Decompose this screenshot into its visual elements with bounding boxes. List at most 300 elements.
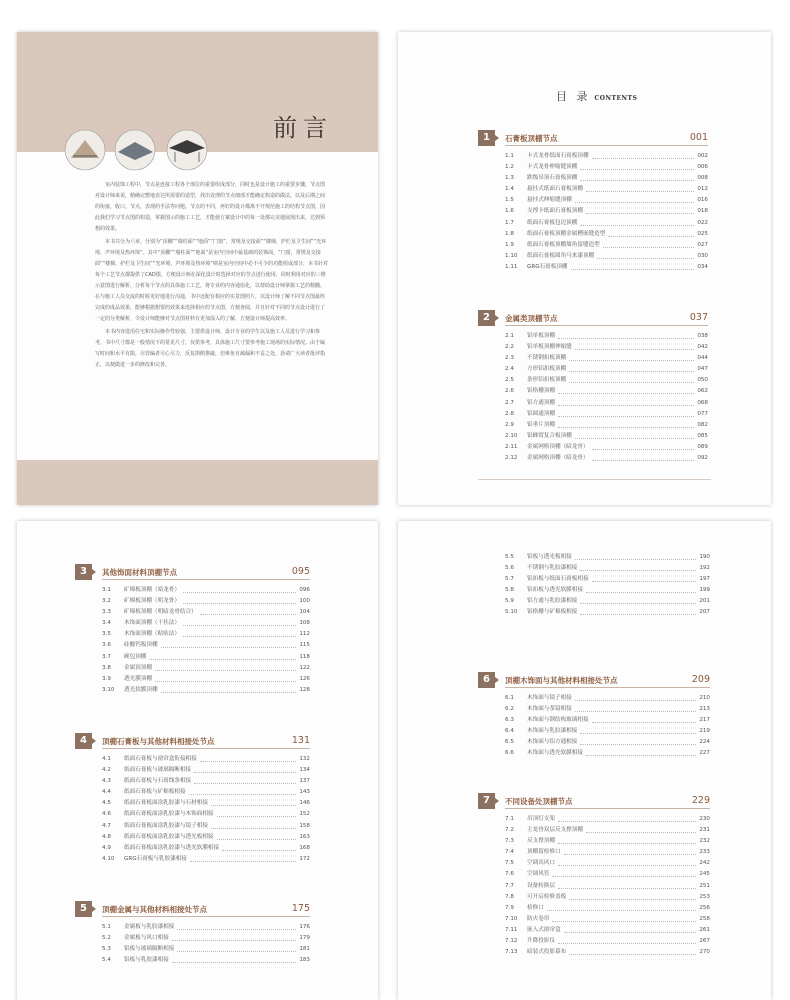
toc-entry[interactable] — [505, 704, 710, 715]
toc-page-1 — [398, 32, 771, 505]
toc-entry[interactable] — [505, 596, 710, 607]
entry-title: 铝格栅顶棚 — [527, 388, 555, 395]
entry-page: 018 — [697, 208, 708, 215]
toc-entry[interactable] — [505, 574, 710, 585]
dot-leader — [211, 828, 296, 829]
entry-page: 181 — [299, 946, 310, 953]
entry-page: 132 — [299, 756, 310, 762]
entry-number: 1.6 — [505, 208, 514, 215]
entry-page: 199 — [699, 587, 710, 594]
entry-title: 铝方通顶棚 — [527, 399, 555, 406]
section-header[interactable] — [478, 672, 710, 688]
toc-entry[interactable] — [505, 386, 708, 397]
entry-page: 128 — [299, 686, 310, 693]
preface-paragraph: 室内装饰工程中，节点是连接工程各个部位的重要组成部分，同时也是设计施工的重要步骤，节点图对设计师来说，精确完整地表达所需要的造型，找出处理的节点细部才能确定构造的做法，以及后期之间的衔接，收口，节点，表现的手法等问题。节点的不同，再好的设计都离不开规范施工的结构节点图，因此我们学习节点图的构造，掌握图示的施工工艺，才能使方案设计中的每一处都完美地展现出来，达到预想的效果。 — [95, 182, 326, 232]
entry-number: 7.7 — [505, 882, 514, 889]
entry-title: 纸面石膏板顶棚墙角留缝造型 — [527, 241, 600, 248]
dot-leader — [564, 854, 696, 855]
section-page: 001 — [689, 132, 708, 143]
entry-number: 7.3 — [505, 838, 514, 845]
toc-title — [556, 88, 637, 104]
toc-entry[interactable] — [505, 914, 710, 925]
entry-title: 木饰面与钢结构玻璃相接 — [527, 717, 589, 724]
entry-page: 197 — [699, 576, 710, 583]
dot-leader — [575, 711, 696, 712]
entry-page: 190 — [699, 554, 710, 560]
toc-entry[interactable] — [102, 754, 310, 765]
entry-page: 085 — [697, 432, 708, 439]
entry-title: 硬包顶棚 — [124, 653, 147, 660]
dot-leader — [608, 236, 694, 237]
dot-leader — [194, 772, 296, 773]
dot-leader — [569, 371, 694, 372]
entry-title: 纸面石膏板与玻璃隔断相接 — [124, 767, 192, 774]
toc-entry[interactable] — [505, 364, 708, 375]
section-header[interactable] — [75, 901, 310, 917]
toc-entry[interactable] — [102, 798, 310, 809]
entry-page: 100 — [299, 598, 310, 605]
toc-entry[interactable] — [505, 218, 708, 229]
entry-page: 179 — [299, 935, 310, 942]
section-header[interactable] — [75, 564, 310, 580]
entry-title: 纸面石膏板面涂乳胶漆与透光软膜相接 — [124, 844, 220, 851]
toc-entry[interactable] — [505, 173, 708, 184]
dot-leader — [558, 416, 694, 417]
dot-leader — [586, 592, 696, 593]
entry-list — [505, 552, 710, 619]
entry-page: 030 — [697, 252, 708, 259]
entry-page: 112 — [299, 631, 310, 638]
entry-list — [102, 922, 310, 966]
section-title: 其他饰面材料顶棚节点 — [102, 568, 177, 577]
toc-entry[interactable] — [505, 151, 708, 162]
section-title: 顶棚木饰面与其他材料相接处节点 — [505, 676, 618, 685]
entry-page: 253 — [699, 893, 710, 900]
entry-number: 2.11 — [505, 443, 518, 450]
entry-title: 可开启检修盖板 — [527, 893, 567, 900]
entry-number: 5.5 — [505, 554, 514, 560]
entry-page: 089 — [697, 443, 708, 450]
toc-entry[interactable] — [505, 195, 708, 206]
entry-number: 2.7 — [505, 399, 514, 406]
toc-entry[interactable] — [505, 563, 710, 574]
toc-entry[interactable] — [505, 229, 708, 240]
entry-page: 115 — [299, 642, 310, 649]
entry-list — [505, 693, 710, 760]
toc-entry[interactable] — [102, 809, 310, 820]
toc-entry[interactable] — [505, 442, 708, 453]
entry-page: 242 — [699, 860, 710, 867]
preface-page — [17, 32, 378, 505]
entry-number: 3.4 — [102, 620, 111, 627]
dot-leader — [569, 360, 694, 361]
toc-entry[interactable] — [505, 925, 710, 936]
entry-title: 矿棉板顶棚（暗龙骨） — [124, 587, 180, 593]
toc-title-cn: 目 录 — [556, 90, 591, 103]
entry-number: 6.1 — [505, 695, 514, 701]
toc-entry[interactable] — [102, 674, 310, 685]
section-number: 6 — [478, 672, 495, 688]
entry-number: 7.4 — [505, 849, 514, 856]
entry-number: 1.9 — [505, 241, 514, 248]
entry-title: 木饰面顶棚（粘贴法） — [124, 631, 180, 638]
entry-number: 7.13 — [505, 949, 518, 956]
entry-page: 232 — [699, 838, 710, 845]
entry-number: 1.8 — [505, 230, 514, 237]
entry-page: 168 — [299, 844, 310, 851]
toc-entry[interactable] — [505, 453, 708, 464]
toc-entry[interactable] — [102, 832, 310, 843]
dot-leader — [552, 921, 696, 922]
toc-entry[interactable] — [102, 776, 310, 787]
section-page: 229 — [691, 795, 710, 806]
entry-title: 透光膜顶棚 — [124, 675, 152, 682]
dot-leader — [183, 603, 296, 604]
entry-page: 230 — [699, 816, 710, 822]
section-title: 不同设备处顶棚节点 — [505, 797, 573, 806]
toc-entry[interactable] — [102, 607, 310, 618]
toc-entry[interactable] — [505, 947, 710, 958]
entry-title: 金属顶顶棚 — [124, 664, 152, 671]
entry-title: 纸面石膏板面涂乳胶漆与透光板相接 — [124, 833, 214, 840]
toc-entry[interactable] — [505, 814, 710, 825]
section-title: 顶棚石膏板与其他材料相接处节点 — [102, 737, 215, 746]
toc-entry[interactable] — [505, 162, 708, 173]
entry-number: 1.10 — [505, 252, 518, 259]
section-page: 175 — [291, 903, 310, 914]
section-header[interactable] — [478, 130, 708, 146]
toc-entry[interactable] — [102, 618, 310, 629]
dot-leader — [575, 700, 696, 701]
section-page: 209 — [691, 674, 710, 685]
section-header[interactable] — [478, 793, 710, 809]
entry-number: 6.4 — [505, 728, 514, 735]
toc-entry[interactable] — [505, 375, 708, 386]
entry-page: 258 — [699, 915, 710, 922]
dot-leader — [161, 692, 296, 693]
entry-number: 1.11 — [505, 263, 518, 270]
dot-leader — [597, 258, 694, 259]
section-number: 7 — [478, 793, 495, 809]
entry-page: 068 — [697, 399, 708, 406]
dot-leader — [575, 559, 696, 560]
toc-entry[interactable] — [505, 936, 710, 947]
entry-number: 2.9 — [505, 421, 514, 428]
section-rule — [102, 579, 310, 580]
dot-leader — [586, 191, 694, 192]
toc-entry[interactable] — [505, 881, 710, 892]
entry-title: 铝单板顶棚 — [527, 333, 555, 339]
entry-page: 134 — [299, 767, 310, 774]
dot-leader — [558, 405, 694, 406]
toc-entry[interactable] — [505, 420, 708, 431]
entry-number: 5.8 — [505, 587, 514, 594]
entry-title: 矿棉板顶棚（明龙骨） — [124, 598, 180, 605]
dot-leader — [575, 202, 694, 203]
dot-leader — [564, 932, 696, 933]
toc-section — [75, 901, 310, 966]
entry-number: 1.3 — [505, 175, 514, 182]
toc-entry[interactable] — [505, 748, 710, 759]
toc-entry[interactable] — [505, 607, 710, 618]
entry-list — [102, 754, 310, 865]
entry-number: 4.7 — [102, 822, 111, 829]
dot-leader — [558, 888, 696, 889]
entry-title: 纸面石膏板圆角马来漆顶棚 — [527, 252, 595, 259]
section-page: 131 — [291, 735, 310, 746]
entry-page: 044 — [697, 355, 708, 362]
entry-number: 2.1 — [505, 333, 514, 339]
toc-entry[interactable] — [102, 843, 310, 854]
toc-section — [478, 672, 710, 760]
entry-page: 108 — [299, 620, 310, 627]
entry-page: 082 — [697, 421, 708, 428]
toc-page-2 — [17, 521, 378, 1000]
toc-entry[interactable] — [102, 933, 310, 944]
section-header[interactable] — [478, 310, 708, 326]
toc-entry[interactable] — [505, 552, 710, 563]
toc-entry[interactable] — [505, 903, 710, 914]
entry-title: 铝蜂窝复合板顶棚 — [527, 432, 572, 439]
dot-leader — [592, 460, 694, 461]
entry-number: 7.6 — [505, 871, 514, 878]
entry-page: 042 — [697, 344, 708, 351]
toc-entry[interactable] — [102, 765, 310, 776]
entry-title: 矿棉板顶棚（明暗龙骨结合） — [124, 609, 197, 616]
dot-leader — [592, 449, 694, 450]
entry-page: 126 — [299, 675, 310, 682]
entry-number: 5.9 — [505, 598, 514, 605]
arrow-icon — [92, 569, 96, 575]
entry-number: 3.10 — [102, 686, 115, 693]
entry-title: 金属板与风口相接 — [124, 935, 169, 942]
toc-entry[interactable] — [505, 353, 708, 364]
dot-leader — [183, 625, 296, 626]
toc-entry[interactable] — [505, 836, 710, 847]
entry-page: 261 — [699, 926, 710, 933]
toc-entry[interactable] — [505, 206, 708, 217]
toc-entry[interactable] — [505, 858, 710, 869]
section-rule — [505, 808, 710, 809]
toc-entry[interactable] — [102, 944, 310, 955]
toc-section — [478, 310, 708, 464]
toc-entry[interactable] — [505, 585, 710, 596]
entry-title: 升降投影仪 — [527, 938, 555, 945]
entry-page: 233 — [699, 849, 710, 856]
entry-title: 木饰面与茶镜相接 — [527, 706, 572, 713]
dot-leader — [217, 816, 296, 817]
toc-entry[interactable] — [505, 726, 710, 737]
toc-entry[interactable] — [505, 825, 710, 836]
entry-number: 3.1 — [102, 587, 111, 593]
entry-number: 1.2 — [505, 164, 514, 171]
entry-title: 金属网格顶棚（暗龙骨） — [527, 443, 589, 450]
entry-page: 224 — [699, 739, 710, 746]
entry-number: 7.11 — [505, 926, 518, 933]
dot-leader — [580, 744, 696, 745]
dot-leader — [177, 951, 296, 952]
dot-leader — [569, 382, 694, 383]
toc-entry[interactable] — [102, 663, 310, 674]
toc-entry[interactable] — [505, 715, 710, 726]
dot-leader — [547, 910, 696, 911]
entry-title: 木饰面与乳胶漆相接 — [527, 728, 578, 735]
toc-entry[interactable] — [505, 262, 708, 273]
toc-title-en: CONTENTS — [594, 95, 638, 102]
entry-number: 6.6 — [505, 750, 514, 757]
entry-title: 方形铝扣板顶棚 — [527, 366, 567, 373]
dot-leader — [558, 943, 696, 944]
entry-number: 2.12 — [505, 455, 518, 462]
dot-leader — [217, 839, 296, 840]
toc-entry[interactable] — [102, 821, 310, 832]
entry-title: 铝方通与乳胶漆相接 — [527, 598, 578, 605]
entry-number: 1.1 — [505, 153, 514, 159]
entry-number: 7.2 — [505, 827, 514, 834]
entry-number: 7.5 — [505, 860, 514, 867]
arrow-icon — [495, 798, 499, 804]
toc-entry[interactable] — [505, 869, 710, 880]
entry-list — [102, 585, 310, 696]
toc-entry[interactable] — [102, 652, 310, 663]
entry-number: 7.8 — [505, 893, 514, 900]
section-page: 095 — [291, 566, 310, 577]
dot-leader — [586, 213, 694, 214]
dot-leader — [558, 393, 694, 394]
entry-page: 227 — [699, 750, 710, 757]
dot-leader — [183, 636, 296, 637]
entry-page: 002 — [697, 153, 708, 159]
section-header[interactable] — [75, 733, 310, 749]
entry-number: 3.2 — [102, 598, 111, 605]
entry-title: 嵌入式窗帘盒 — [527, 926, 561, 933]
toc-entry[interactable] — [102, 955, 310, 966]
toc-entry[interactable] — [505, 431, 708, 442]
entry-number: 5.6 — [505, 565, 514, 572]
entry-number: 5.1 — [102, 924, 111, 930]
entry-number: 5.4 — [102, 957, 111, 964]
entry-number: 6.3 — [505, 717, 514, 724]
entry-title: 纸面石膏板与石膏线条相接 — [124, 778, 192, 785]
toc-entry[interactable] — [505, 892, 710, 903]
toc-entry[interactable] — [505, 342, 708, 353]
toc-entry[interactable] — [505, 240, 708, 251]
entry-page: 201 — [699, 598, 710, 605]
dot-leader — [580, 603, 696, 604]
section-rule — [505, 145, 708, 146]
toc-entry[interactable] — [505, 737, 710, 748]
toc-entry[interactable] — [505, 398, 708, 409]
entry-number: 5.10 — [505, 609, 518, 616]
dot-leader — [172, 962, 296, 963]
entry-title: 设备转换层 — [527, 882, 555, 889]
toc-entry[interactable] — [102, 585, 310, 596]
preface-paragraph: 本书共分为六章，分别为“顶棚”“墙柱面”“地面”“门窗”，常规及交接面”“楼梯，护栏及卫生间”“光环境，声环境及热环境”。其中“顶棚”“墙柱面”“地面”是室内空间中最基础的装饰面，“门窗，常规及交接面”“楼梯，护栏及卫生间”“光环境，声环境及热环境”则是室内空间中必不可少的功能组成部分，本书针对每个工艺节点都提供了CAD图，方便设计师在深化设计时选择对应的节点进行使用，同时利用对应的三维示意图进行解析，分析每个节点的具体施工工艺，将专业的内容通俗化，以帮助设计师掌握工艺的精髓。在与施工人员交流的时候更好地进行沟通，书中还配有相应的实景图照片，以设计师了解不同节点图最终完成的成品效果，能够根据想要的效果来选择相应的节点图，方便查阅，并且针对不同的节点设计进行了一定的分类解析，令设计师能够对节点图材料有更加深入的了解，方便设计师提高效率。 — [95, 239, 328, 322]
dot-leader — [558, 338, 694, 339]
entry-number: 7.9 — [505, 904, 514, 911]
dot-leader — [211, 805, 296, 806]
entry-number: 1.5 — [505, 197, 514, 204]
entry-title: GRG石膏板与乳胶漆相接 — [124, 855, 187, 862]
entry-number: 6.2 — [505, 706, 514, 713]
toc-entry[interactable] — [505, 847, 710, 858]
section-number: 3 — [75, 564, 92, 580]
dot-leader — [580, 570, 696, 571]
section-rule — [505, 687, 710, 688]
toc-entry[interactable] — [505, 331, 708, 342]
section-number: 5 — [75, 901, 92, 917]
entry-page: 025 — [697, 230, 708, 237]
entry-page: 176 — [299, 924, 310, 930]
toc-entry[interactable] — [505, 409, 708, 420]
entry-title: 金属板与乳胶漆相接 — [124, 924, 175, 930]
toc-entry[interactable] — [102, 685, 310, 696]
entry-page: 146 — [299, 800, 310, 807]
dot-leader — [580, 614, 696, 615]
toc-entry[interactable] — [102, 922, 310, 933]
entry-title: 铝圆通顶棚 — [527, 410, 555, 417]
section-rule — [505, 325, 708, 326]
dot-leader — [177, 929, 296, 930]
entry-page: 122 — [299, 664, 310, 671]
entry-page: 022 — [697, 219, 708, 226]
toc-entry[interactable] — [102, 629, 310, 640]
entry-number: 3.7 — [102, 653, 111, 660]
toc-entry[interactable] — [102, 787, 310, 798]
entry-title: 木饰面与镜子相接 — [527, 695, 572, 701]
dot-leader — [586, 755, 696, 756]
entry-number: 2.4 — [505, 366, 514, 373]
dot-leader — [603, 247, 694, 248]
toc-section — [478, 793, 710, 958]
entry-page: 006 — [697, 164, 708, 171]
entry-number: 1.4 — [505, 186, 514, 193]
entry-page: 213 — [699, 706, 710, 713]
preface-paragraph: 本书内容选用住宅和实际操作性较强，主要供设计师、设计专业的学生以及施工人员进行学习和参考，书中尺寸都是一般情况下的常见尺寸，仅供参考，具体施工尺寸要参考施工现场的实际情况。由于编写时间和水平有限，尽管编者尽心尽力，反复斟酌推敲，但难免有疏漏和不妥之处，恳请广大读者批评指正，以便做进一步的修改和完善。 — [95, 329, 326, 368]
entry-number: 4.1 — [102, 756, 111, 762]
toc-entry[interactable] — [102, 640, 310, 651]
toc-entry[interactable] — [102, 854, 310, 865]
dot-leader — [190, 861, 296, 862]
preface-footer-band — [17, 460, 378, 505]
toc-entry[interactable] — [102, 596, 310, 607]
section-title: 石膏板顶棚节点 — [505, 134, 558, 143]
dot-leader — [558, 427, 694, 428]
entry-title: 空调风管 — [527, 871, 550, 878]
entry-page: 245 — [699, 871, 710, 878]
entry-title: 木饰面顶棚（干挂法） — [124, 620, 180, 627]
entry-title: 条形铝扣板顶棚 — [527, 377, 567, 384]
toc-entry[interactable] — [505, 251, 708, 262]
entry-page: 251 — [699, 882, 710, 889]
entry-number: 5.2 — [102, 935, 111, 942]
toc-entry[interactable] — [505, 184, 708, 195]
toc-entry[interactable] — [505, 693, 710, 704]
entry-number: 2.8 — [505, 410, 514, 417]
entry-page: 027 — [697, 241, 708, 248]
entry-number: 5.3 — [102, 946, 111, 953]
entry-title: 纸面石膏板与矿棉板相接 — [124, 789, 186, 796]
entry-title: 木饰面与铝方通相接 — [527, 739, 578, 746]
entry-number: 3.3 — [102, 609, 111, 616]
toc-section — [75, 564, 310, 696]
entry-title: 不锈钢与乳胶漆相接 — [527, 565, 578, 572]
dot-leader — [571, 269, 694, 270]
dot-leader — [149, 659, 296, 660]
entry-title: 纸面石膏板面涂乳胶漆与木饰面相接 — [124, 811, 214, 818]
entry-title: 硅酸钙板顶棚 — [124, 642, 158, 649]
dot-leader — [569, 899, 696, 900]
